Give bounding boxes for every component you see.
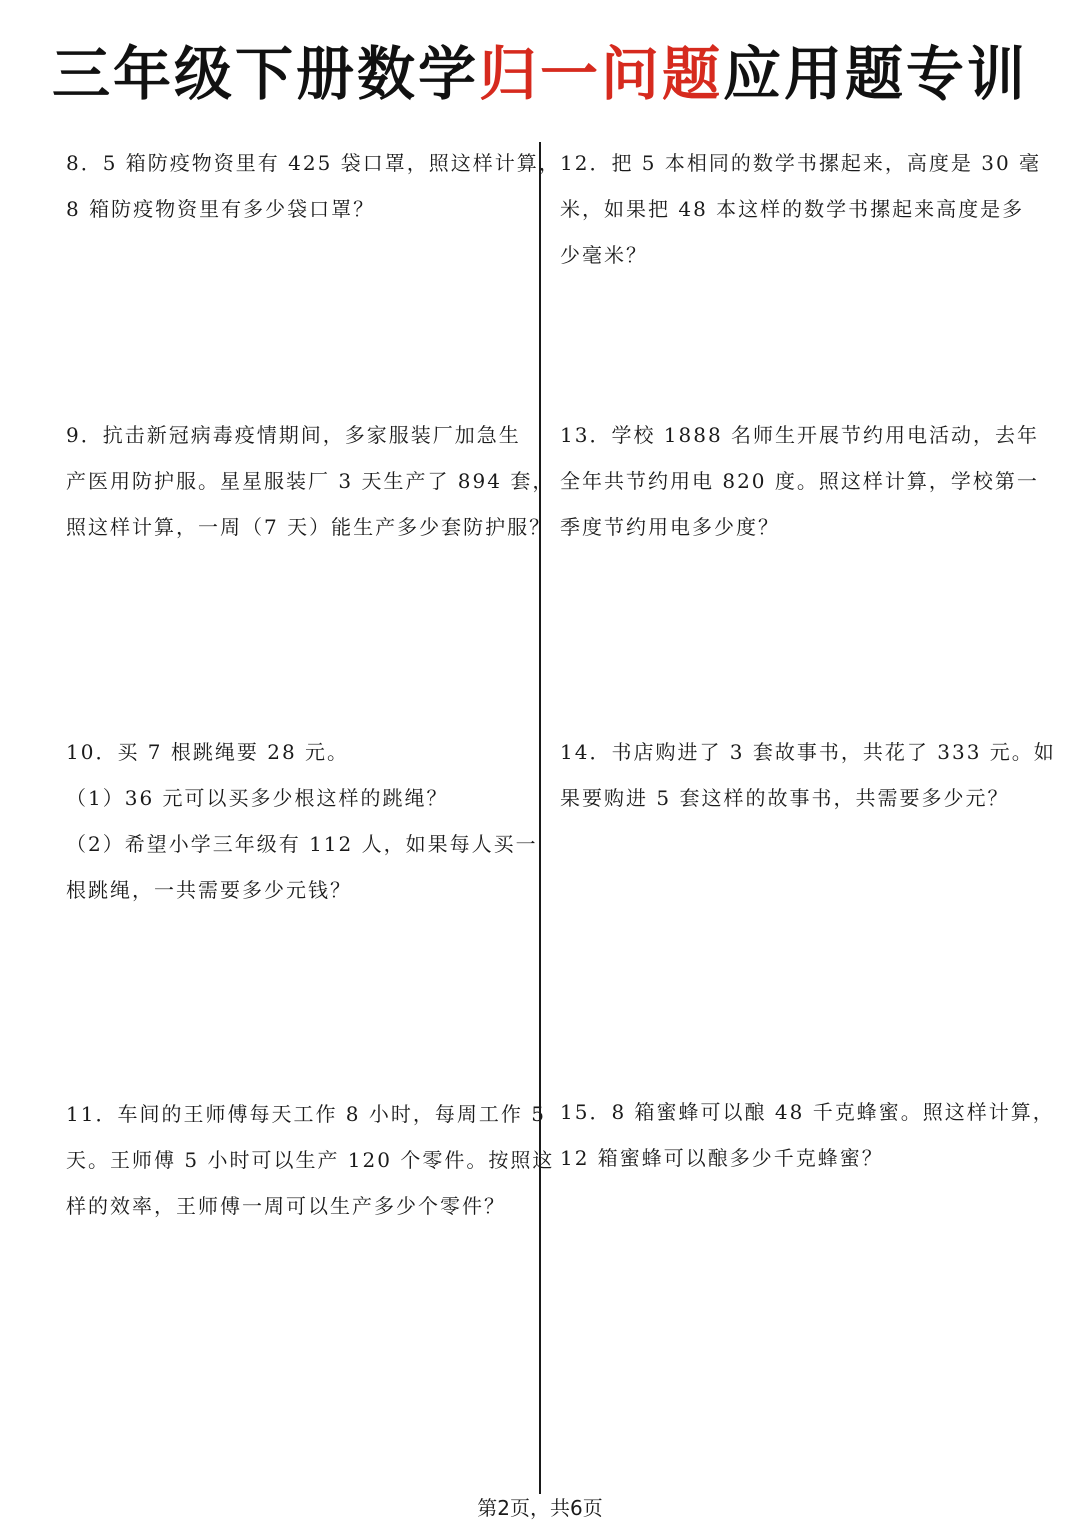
question-line: 11．车间的王师傅每天工作 8 小时，每周工作 5 (66, 1102, 546, 1126)
question-subpart: （1）36 元可以买多少根这样的跳绳？ (66, 786, 449, 810)
question-line: 果要购进 5 套这样的故事书，共需要多少元？ (560, 786, 1010, 810)
question-line: 10．买 7 根跳绳要 28 元。 (66, 740, 350, 764)
question-subpart: （2）希望小学三年级有 112 人，如果每人买一 (66, 832, 538, 856)
question-line: 米，如果把 48 本这样的数学书摞起来高度是多 (560, 197, 1025, 221)
question-line: 全年共节约用电 820 度。照这样计算，学校第一 (560, 469, 1039, 493)
column-divider (539, 142, 541, 1494)
question-13 (560, 412, 1039, 550)
title-accent: 归一问题 (478, 40, 723, 108)
question-12 (560, 140, 1041, 278)
question-line: 8 箱防疫物资里有多少袋口罩？ (66, 197, 376, 221)
question-line: 季度节约用电多少度？ (560, 515, 780, 539)
question-line: 12 箱蜜蜂可以酿多少千克蜂蜜？ (560, 1146, 884, 1170)
question-9 (66, 412, 554, 550)
page-number: 第2页，共6页 (477, 1496, 603, 1520)
question-line: 样的效率，王师傅一周可以生产多少个零件？ (66, 1194, 506, 1218)
question-line: 15．8 箱蜜蜂可以酿 48 千克蜂蜜。照这样计算， (560, 1100, 1055, 1124)
title-part-2: 应用题专训 (723, 40, 1029, 108)
question-line: 9．抗击新冠病毒疫情期间，多家服装厂加急生 (66, 423, 521, 447)
title-part-1: 三年级下册数学 (51, 40, 479, 108)
question-15 (560, 1089, 1055, 1181)
question-line: 14．书店购进了 3 套故事书，共花了 333 元。如 (560, 740, 1056, 764)
question-10 (66, 729, 538, 913)
question-line: 产医用防护服。星星服装厂 3 天生产了 894 套， (66, 469, 555, 493)
question-line: 12．把 5 本相同的数学书摞起来，高度是 30 毫 (560, 151, 1042, 175)
question-line: 根跳绳，一共需要多少元钱？ (66, 878, 352, 902)
question-11 (66, 1091, 554, 1229)
question-line: 少毫米？ (560, 243, 648, 267)
question-14 (560, 729, 1056, 821)
question-line: 13．学校 1888 名师生开展节约用电活动，去年 (560, 423, 1040, 447)
question-8 (66, 140, 561, 232)
question-line: 天。王师傅 5 小时可以生产 120 个零件。按照这 (66, 1148, 555, 1172)
page-title (0, 38, 1080, 110)
question-line: 照这样计算，一周（7 天）能生产多少套防护服？ (66, 515, 552, 539)
question-line: 8．5 箱防疫物资里有 425 袋口罩，照这样计算， (66, 151, 561, 175)
